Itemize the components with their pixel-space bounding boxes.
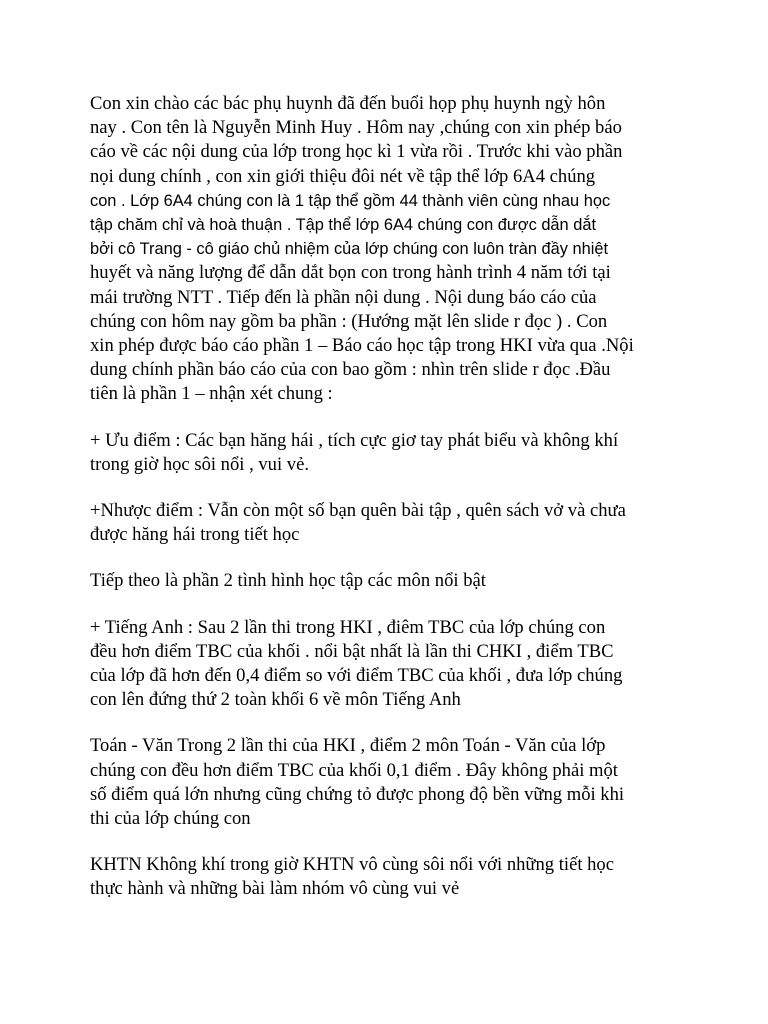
text-line: tập chăm chỉ và hoà thuận . Tập thể lớp 6A4 chúng con được dẫn dắt [90,216,597,235]
document-body [90,92,690,924]
text-line: nọi dung chính , con xin giới thiệu đôi nét về tập thể lớp 6A4 chúng [90,165,596,187]
text-line: KHTN Không khí trong giờ KHTN vô cùng sôi nổi với những tiết học [90,854,614,876]
text-line: + Tiếng Anh : Sau 2 lần thi trong HKI , điêm TBC của lớp chúng con [90,616,606,638]
text-line: dung chính phần báo cáo của con bao gồm : nhìn trên slide r đọc .Đầu [90,359,611,381]
paragraph-intro [90,92,690,407]
paragraph-math-literature [90,734,690,831]
text-line: con lên đứng thứ 2 toàn khối 6 về môn Tiếng Anh [90,689,461,711]
text-line: thi của lớp chúng con [90,808,251,830]
text-line: mái trường NTT . Tiếp đến là phần nội dung . Nội dung báo cáo của [90,286,597,308]
text-line: xin phép được báo cáo phần 1 – Báo cáo học tập trong HKI vừa qua .Nội [90,335,634,357]
text-line: thực hành và những bài làm nhóm vô cùng vui vẻ [90,878,460,900]
text-line: của lớp đã hơn đến 0,4 điểm so với điểm TBC của khối , đưa lớp chúng [90,665,623,687]
text-line: trong giờ học sôi nổi , vui vẻ. [90,453,309,475]
text-line: bởi cô Trang - cô giáo chủ nhiệm của lớp chúng con luôn tràn đầy nhiệt [90,240,609,259]
text-line: cáo về các nội dung của lớp trong học kì 1 vừa rồi . Trước khi vào phần [90,141,623,163]
text-line: con . Lớp 6A4 chúng con là 1 tập thể gồm 44 thành viên cùng nhau học [90,191,611,210]
text-line: đều hơn điểm TBC của khối . nổi bật nhất là lần thi CHKI , điểm TBC [90,640,614,662]
text-line: + Ưu điểm : Các bạn hăng hái , tích cực giơ tay phát biểu và không khí [90,429,619,451]
text-line: Toán - Văn Trong 2 lần thi của HKI , điểm 2 môn Toán - Văn của lớp [90,735,606,757]
text-line: Con xin chào các bác phụ huynh đã đến buổi họp phụ huynh ngỳ hôn [90,93,606,114]
paragraph-part-2-heading [90,569,690,593]
text-line: chúng con đều hơn điểm TBC của khối 0,1 điểm . Đây không phải một [90,759,618,781]
text-line: chúng con hôm nay gồm ba phần : (Hướng mặt lên slide r đọc ) . Con [90,310,608,332]
text-line: nay . Con tên là Nguyễn Minh Huy . Hôm nay ,chúng con xin phép báo [90,117,622,139]
paragraph-disadvantages [90,499,690,547]
text-line: số điểm quá lớn nhưng cũng chứng tỏ được phong độ bền vững mỗi khi [90,783,625,805]
text-line: +Nhược điểm : Vẫn còn một số bạn quên bài tập , quên sách vở và chưa [90,500,626,522]
paragraph-science [90,853,690,901]
text-line: huyết và năng lượng để dẫn dắt bọn con trong hành trình 4 năm tới tại [90,262,611,284]
paragraph-english [90,616,690,713]
text-line: tiên là phần 1 – nhận xét chung : [90,383,333,405]
paragraph-advantages [90,429,690,477]
text-line: Tiếp theo là phần 2 tình hình học tập các môn nổi bật [90,570,486,592]
text-line: được hăng hái trong tiết học [90,524,300,546]
